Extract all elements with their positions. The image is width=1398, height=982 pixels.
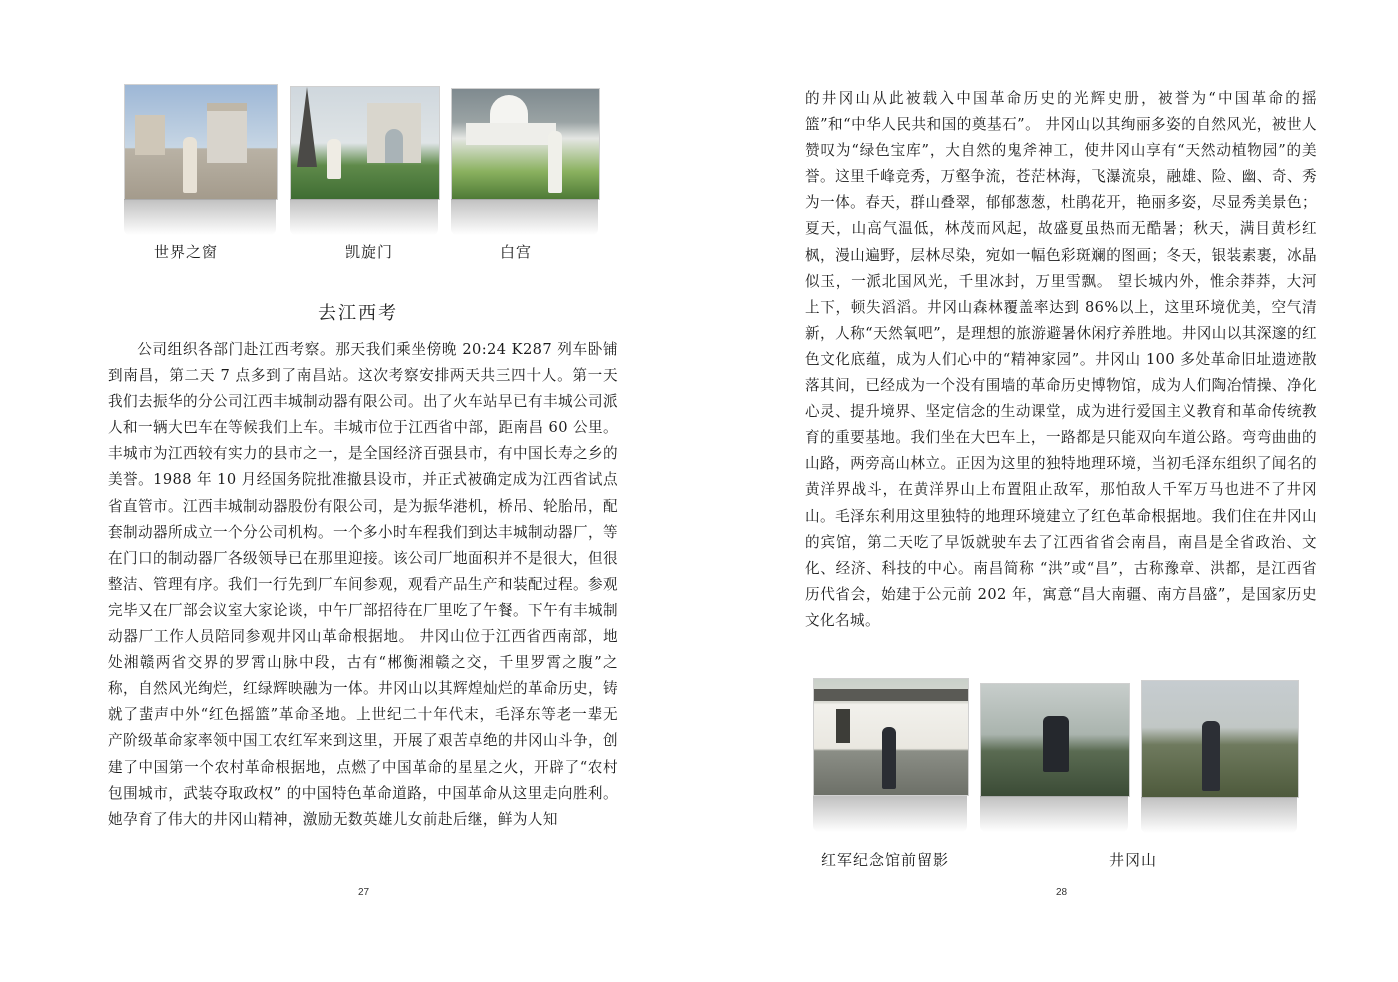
photo-reflection xyxy=(1141,797,1297,833)
photo-reflection xyxy=(124,199,276,235)
person-figure xyxy=(1202,721,1220,791)
photo-reflection xyxy=(451,199,598,235)
photo-arc-de-triomphe xyxy=(290,86,440,200)
photo-jinggangshan-mountains xyxy=(1141,680,1299,798)
arch-shape xyxy=(367,103,421,163)
caption-window-of-the-world: 世界之窗 xyxy=(154,243,219,261)
person-figure xyxy=(882,727,896,789)
building-shape xyxy=(135,115,165,155)
photo-window-of-the-world xyxy=(124,84,278,200)
photo-jinggangshan-rock xyxy=(980,683,1130,797)
body-paragraph: 的井冈山从此被载入中国革命历史的光辉史册，被誉为“中国革命的摇篮”和“中华人民共和国的奠基石”。 井冈山以其绚丽多姿的自然风光，被世人赞叹为“绿色宝库”，大自然的鬼斧神工，使井冈山享有“天然动植物园”的美誉。这里千峰竞秀，万壑争流，苍茫林海，飞瀑流泉，融雄、险、幽、奇、秀为一体。春天，群山叠翠，郁郁葱葱，杜鹃花开，艳丽多姿，尽显秀美景色；夏天，山高气温低，林茂而风起，故盛夏虽热而无酷暑；秋天，满目黄杉红枫，漫山遍野，层林尽染，宛如一幅色彩斑斓的图画；冬天，银装素裹，冰晶似玉，一派北国风光，千里冰封，万里雪飘。 望长城内外，惟余莽莽，大河上下，顿失滔滔。井冈山森林覆盖率达到 86%以上，这里环境优美，空气清新，人称“天然氧吧”，是理想的旅游避暑休闲疗养胜地。井冈山以其深邃的红色文化底蕴，成为人们心中的“精神家园”。井冈山 100 多处革命旧址遗迹散落其间，已经成为一个没有围墙的革命历史博物馆，成为人们陶冶情操、净化心灵、提升境界、坚定信念的生动课堂，成为进行爱国主义教育和革命传统教育的重要基地。我们坐在大巴车上，一路都是只能双向车道公路。弯弯曲曲的山路，两旁高山林立。正因为这里的独特地理环境，当初毛泽东组织了闻名的黄洋界战斗，在黄洋界山上布置阻止敌军，那怕敌人千军万马也进不了井冈山。毛泽东利用这里独特的地理环境建立了红色革命根据地。我们住在井冈山的宾馆，第二天吃了早饭就驶车去了江西省省会南昌，南昌是全省政治、文化、经济、科技的中心。南昌简称 “洪”或“昌”，古称豫章、洪都，是江西省历代省会，始建于公元前 202 年，寓意“昌大南疆、南方昌盛”，是国家历史文化名城。 xyxy=(805,90,1317,629)
photo-red-army-memorial xyxy=(813,678,969,796)
building-shape xyxy=(207,103,247,163)
caption-red-army-memorial: 红军纪念馆前留影 xyxy=(821,851,950,869)
caption-white-house: 白宫 xyxy=(500,243,533,261)
photo-reflection xyxy=(290,199,438,235)
person-figure xyxy=(548,131,562,193)
tower-shape xyxy=(297,87,317,167)
door-shape xyxy=(836,709,850,743)
person-figure xyxy=(1043,716,1069,772)
photo-reflection xyxy=(980,796,1128,832)
person-figure xyxy=(327,139,341,179)
right-page xyxy=(699,0,1398,982)
photo-reflection xyxy=(813,796,967,832)
roof-shape xyxy=(814,689,968,701)
photo-white-house xyxy=(451,88,600,200)
page-number: 27 xyxy=(358,887,370,898)
caption-jinggangshan: 井冈山 xyxy=(1109,851,1158,869)
section-heading: 去江西考 xyxy=(318,303,398,324)
person-figure xyxy=(183,137,197,193)
building-shape xyxy=(466,123,556,145)
page-number: 28 xyxy=(1056,887,1068,898)
body-paragraph: 公司组织各部门赴江西考察。那天我们乘坐傍晚 20:24 K287 列车卧铺到南昌，第二天 7 点多到了南昌站。这次考察安排两天共三四十人。第一天我们去振华的分公司江西丰城制动器有限公司。出了火车站早已有丰城公司派人和一辆大巴车在等候我们上车。丰城市位于江西省中部，距南昌 60 公里。丰城市为江西较有实力的县市之一，是全国经济百强县市，有中国长寿之乡的美誉。1988 年 10 月经国务院批准撤县设市，并正式被确定成为江西省试点省直管市。江西丰城制动器股份有限公司，是为振华港机，桥吊、轮胎吊，配套制动器所成立一个分公司机构。一个多小时车程我们到达丰城制动器厂，等在门口的制动器厂各级领导已在那里迎接。该公司厂地面积并不是很大，但很整洁、管理有序。我们一行先到厂车间参观，观看产品生产和装配过程。参观完毕又在厂部会议室大家论谈，中午厂部招待在厂里吃了午餐。下午有丰城制动器厂工作人员陪同参观井冈山革命根据地。 井冈山位于江西省西南部，地处湘赣两省交界的罗霄山脉中段，古有“郴衡湘赣之交，千里罗霄之腹”之称，自然风光绚烂，红绿辉映融为一体。井冈山以其辉煌灿烂的革命历史，铸就了蜚声中外“红色摇篮”革命圣地。上世纪二十年代末，毛泽东等老一辈无产阶级革命家率领中国工农红军来到这里，开展了艰苦卓绝的井冈山斗争，创建了中国第一个农村革命根据地，点燃了中国革命的星星之火，开辟了“农村包围城市，武装夺取政权” 的中国特色革命道路，中国革命从这里走向胜利。她孕育了伟大的井冈山精神，激励无数英雄儿女前赴后继，鲜为人知 xyxy=(108,341,618,828)
caption-arc-de-triomphe: 凯旋门 xyxy=(345,243,394,261)
dome-shape xyxy=(490,95,528,125)
